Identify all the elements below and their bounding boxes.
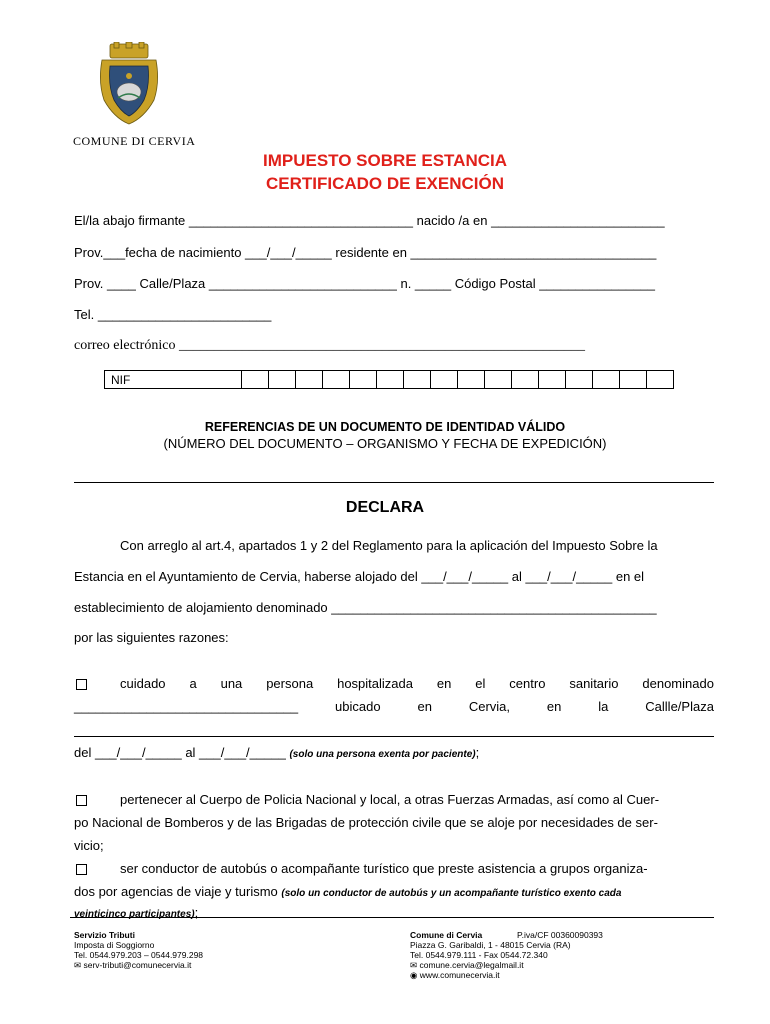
form-line-address[interactable]: Prov. ____ Calle/Plaza __________________________ n. _____ Código Postal ________________ xyxy=(74,276,655,291)
reason-1-word: en xyxy=(417,699,432,714)
form-line-birth[interactable]: Prov.___fecha de nacimiento ___/___/_____ residente en __________________________________ xyxy=(74,245,657,260)
id-doc-fill-line[interactable] xyxy=(74,482,714,483)
footer-left-email[interactable]: serv-tributi@comunecervia.it xyxy=(83,960,192,970)
reason-3-note-cont: veinticinco participantes) xyxy=(74,909,195,920)
reason-1-word: en xyxy=(546,699,562,714)
nif-box[interactable] xyxy=(242,371,269,389)
reason-1-word: denominado xyxy=(642,676,714,691)
reason-3-note: (solo un conductor de autobús y un acompañante turístico exento cada xyxy=(281,888,622,899)
reason-1-word: el xyxy=(475,676,486,691)
declara-p1-line3[interactable]: establecimiento de alojamiento denominado _____________________________________________ xyxy=(74,600,657,615)
footer-right-email-row xyxy=(410,960,603,970)
reason-1-word: ubicado xyxy=(335,699,381,714)
declara-heading: DECLARA xyxy=(345,499,425,516)
reason-2-line1: pertenecer al Cuerpo de Policia Nacional y local, a otras Fuerzas Armadas, así como al Cuer- xyxy=(120,792,660,807)
mail-icon: ✉ xyxy=(74,960,82,970)
nif-box[interactable] xyxy=(377,371,404,389)
footer-right-website[interactable]: www.comunecervia.it xyxy=(419,970,500,980)
reason-1-word: a xyxy=(189,676,197,691)
declara-p1-line4: por las siguientes razones: xyxy=(74,630,229,645)
reason-1-line2 xyxy=(74,699,714,714)
footer-left xyxy=(74,930,203,970)
footer-right xyxy=(410,930,603,980)
footer-left-title: Servizio Tributi xyxy=(74,930,135,940)
reason-2-line3: vicio; xyxy=(74,838,104,853)
form-line-tel[interactable]: Tel. ________________________ xyxy=(74,307,272,322)
nif-box[interactable] xyxy=(431,371,458,389)
form-line-name[interactable]: El/la abajo firmante _______________________________ nacido /a en ________________________ xyxy=(74,213,665,228)
nif-box[interactable] xyxy=(404,371,431,389)
declara-p1-line2[interactable]: Estancia en el Ayuntamiento de Cervia, haberse alojado del ___/___/_____ al ___/___/_____ en el xyxy=(74,569,645,584)
footer-right-email[interactable]: comune.cervia@legalmail.it xyxy=(419,960,524,970)
reason-1-word: hospitalizada xyxy=(337,676,413,691)
reason-3-line1: ser conductor de autobús o acompañante turístico que preste asistencia a grupos organiza- xyxy=(120,861,648,876)
footer-left-line: Imposta di Soggiorno xyxy=(74,940,155,950)
reason-1-dates[interactable]: del ___/___/_____ al ___/___/_____ xyxy=(74,745,286,760)
footer-right-title: Comune di Cervia xyxy=(410,930,483,940)
nif-box[interactable] xyxy=(539,371,566,389)
reason-2-line2: po Nacional de Bomberos y de las Brigadas de protección civile que se aloje por necesidades de ser- xyxy=(74,815,658,830)
form-line-email[interactable]: correo electrónico __________________________________________________________ xyxy=(74,338,585,353)
reason-2-checkbox[interactable] xyxy=(76,795,87,806)
footer-right-piva: P.iva/CF 00360090393 xyxy=(517,930,603,940)
reason-1-word: en xyxy=(436,676,452,691)
footer-left-email-row xyxy=(74,960,203,970)
nif-box[interactable] xyxy=(566,371,593,389)
nif-box[interactable] xyxy=(647,371,674,389)
coat-of-arms-logo xyxy=(96,42,162,126)
reason-3-text: dos por agencias de viaje y turismo xyxy=(74,884,278,899)
reason-1-word: una xyxy=(220,676,243,691)
nif-box[interactable] xyxy=(620,371,647,389)
globe-icon: ◉ xyxy=(410,970,418,980)
nif-table[interactable] xyxy=(104,370,674,389)
reason-1-fill-line[interactable] xyxy=(74,736,714,737)
reason-3-suffix: ; xyxy=(194,905,199,920)
nif-box[interactable] xyxy=(512,371,539,389)
reason-1-word: sanitario xyxy=(569,676,619,691)
declara-p1-line1: Con arreglo al art.4, apartados 1 y 2 del Reglamento para la aplicación del Impuesto Sobre la xyxy=(120,538,658,553)
reason-1-suffix: ; xyxy=(475,745,480,760)
reason-1-checkbox[interactable] xyxy=(76,679,87,690)
reason-1-word: cuidado xyxy=(120,676,166,691)
mail-icon: ✉ xyxy=(410,960,418,970)
nif-box[interactable] xyxy=(593,371,620,389)
nif-box[interactable] xyxy=(485,371,512,389)
footer-divider xyxy=(70,917,714,918)
reason-1-word: Cervia, xyxy=(468,699,511,714)
id-doc-subheading: (NÚMERO DEL DOCUMENTO – ORGANISMO Y FECHA DE EXPEDICIÓN) xyxy=(163,436,607,451)
document-subtitle: CERTIFICADO DE EXENCIÓN xyxy=(265,174,505,193)
nif-box[interactable] xyxy=(269,371,296,389)
nif-box[interactable] xyxy=(323,371,350,389)
reason-1-word: Callle/Plaza xyxy=(645,699,714,714)
document-title: IMPUESTO SOBRE ESTANCIA xyxy=(262,151,507,170)
reason-3-line2 xyxy=(74,884,621,899)
reason-1-fill[interactable]: _______________________________ xyxy=(74,699,299,714)
reason-3-checkbox[interactable] xyxy=(76,864,87,875)
reason-1-line4 xyxy=(74,745,479,760)
reason-1-line1 xyxy=(120,676,714,691)
nif-label: NIF xyxy=(105,371,242,389)
nif-box[interactable] xyxy=(296,371,323,389)
comune-name: COMUNE DI CERVIA xyxy=(73,134,196,148)
footer-right-line: Piazza G. Garibaldi, 1 - 48015 Cervia (RA) xyxy=(410,940,571,950)
nif-box[interactable] xyxy=(350,371,377,389)
reason-1-word: persona xyxy=(266,676,314,691)
nif-box[interactable] xyxy=(458,371,485,389)
footer-left-line: Tel. 0544.979.203 – 0544.979.298 xyxy=(74,950,204,960)
id-doc-heading: REFERENCIAS DE UN DOCUMENTO DE IDENTIDAD VÁLIDO xyxy=(204,420,566,434)
footer-right-web-row xyxy=(410,970,603,980)
reason-1-word: la xyxy=(598,699,609,714)
reason-1-note: (solo una persona exenta por paciente) xyxy=(289,749,476,760)
reason-1-word: centro xyxy=(509,676,546,691)
footer-right-line: Tel. 0544.979.111 - Fax 0544.72.340 xyxy=(410,950,548,960)
